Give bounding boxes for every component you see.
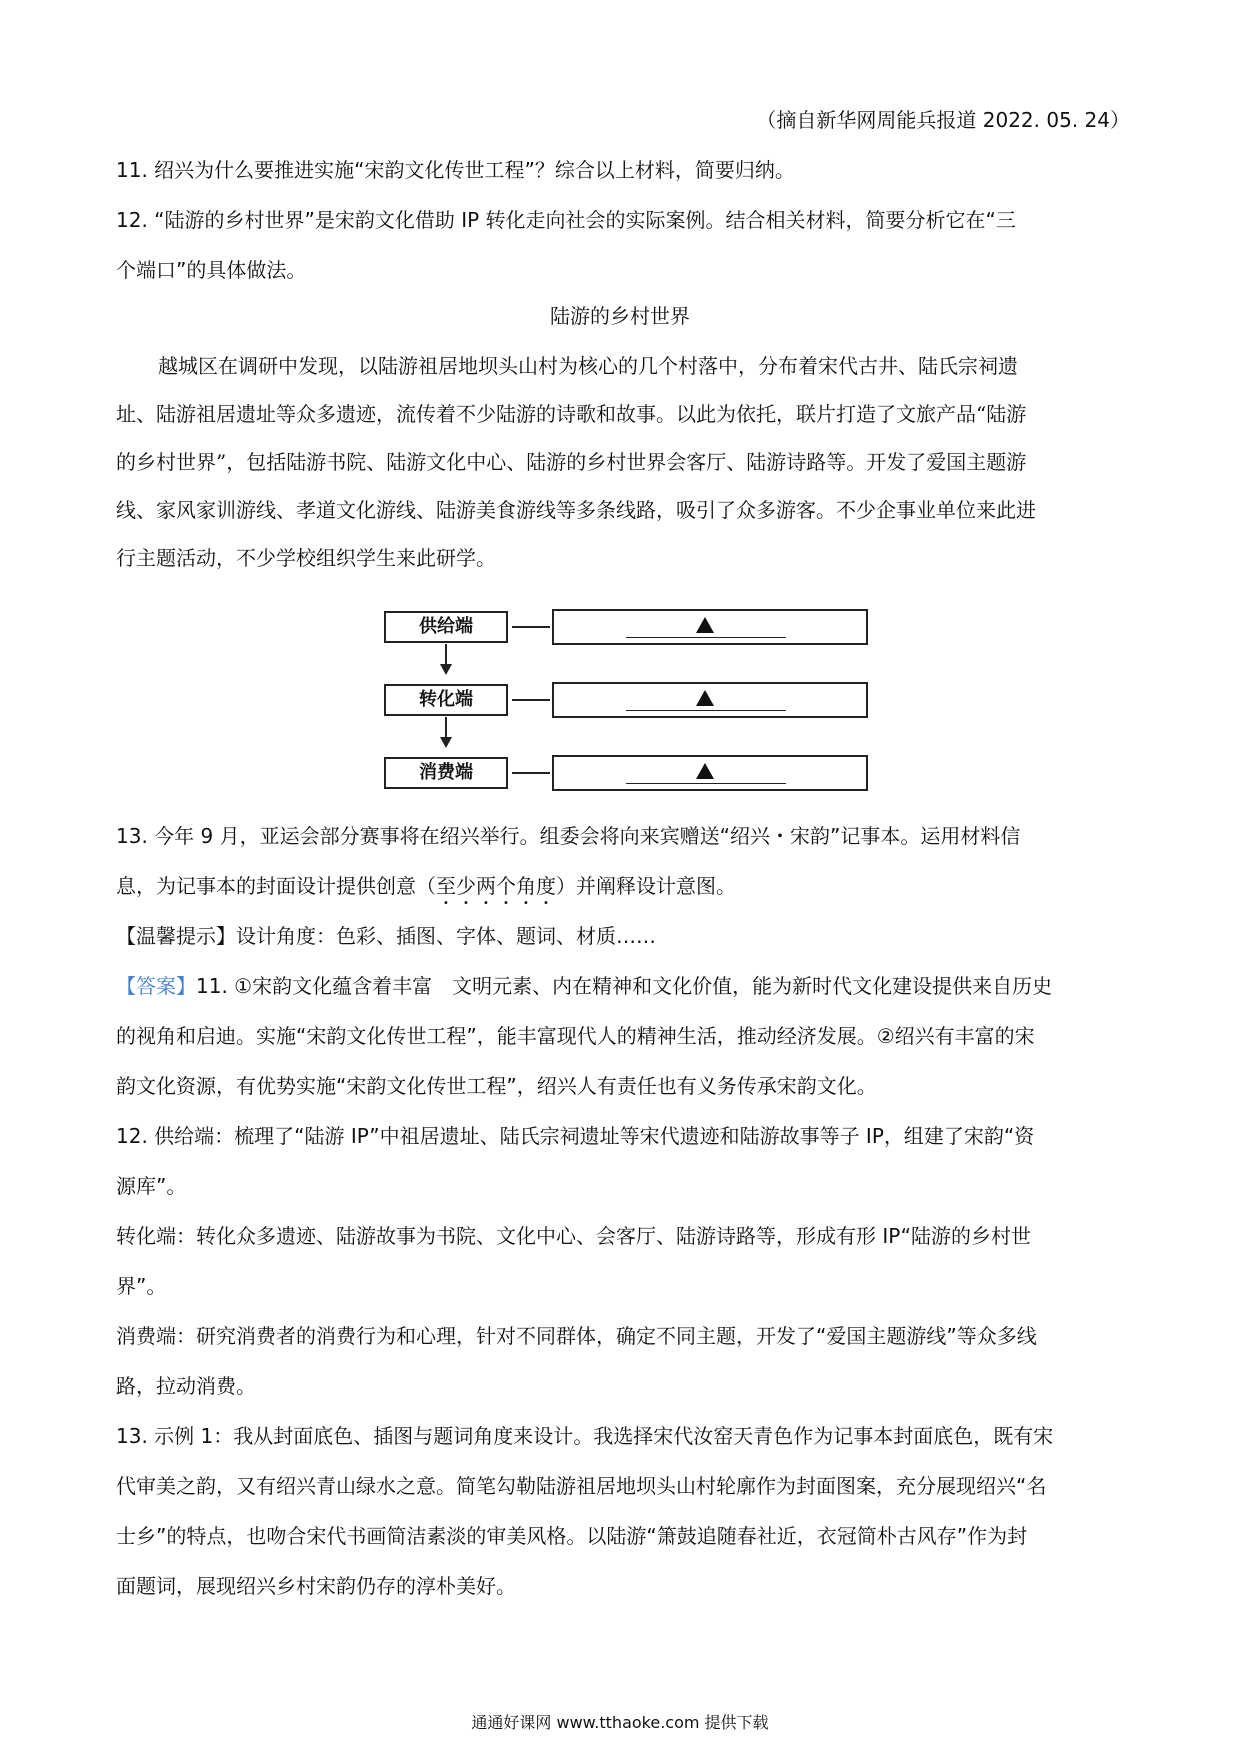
- question-13-line-2: [116, 872, 736, 909]
- answer-12-transform-line: 界”。: [116, 1274, 167, 1298]
- material-line: 址、陆游祖居遗址等众多遗迹，流传着不少陆游的诗歌和故事。以此为依托，联片打造了文旅产品“陆游: [116, 402, 1027, 426]
- answer-label: 【答案】: [116, 974, 196, 998]
- question-11: 11. 绍兴为什么要推进实施“宋韵文化传世工程”？综合以上材料，简要归纳。: [116, 158, 795, 182]
- answer-12-transform-line: 转化端：转化众多遗迹、陆游故事为书院、文化中心、会客厅、陆游诗路等，形成有形 IP“陆游的乡村世: [116, 1224, 1032, 1248]
- answer-blank-box: [552, 609, 868, 645]
- material-line: 的乡村世界”，包括陆游书院、陆游文化中心、陆游的乡村世界会客厅、陆游诗路等。开发了爱国主题游: [116, 450, 1027, 474]
- q13-text: ）并阐释设计意图。: [556, 874, 736, 898]
- connector-line: [512, 699, 550, 701]
- answer-13-line: 士乡”的特点，也吻合宋代书画简洁素淡的审美风格。以陆游“箫鼓追随春社近，衣冠简朴古风存”作为封: [116, 1524, 1028, 1548]
- answer-blank-box: [552, 755, 868, 791]
- question-12-line-1: 12. “陆游的乡村世界”是宋韵文化借助 IP 转化走向社会的实际案例。结合相关材料，简要分析它在“三: [116, 208, 1016, 232]
- answer-text: 11. ①宋韵文化蕴含着丰富 文明元素、内在精神和文化价值，能为新时代文化建设提供来自历史: [196, 974, 1053, 998]
- answer-12-consume-line: 路，拉动消费。: [116, 1374, 256, 1398]
- download-footer: 通通好课网 www.tthaoke.com 提供下载: [471, 1713, 769, 1732]
- answer-11-line: 的视角和启迪。实施“宋韵文化传世工程”，能丰富现代人的精神生活，推动经济发展。②绍兴有丰富的宋: [116, 1024, 1035, 1048]
- underline: [626, 710, 786, 711]
- warm-tip: 【温馨提示】设计角度：色彩、插图、字体、题词、材质……: [116, 924, 656, 948]
- material-line: 行主题活动，不少学校组织学生来此研学。: [116, 546, 496, 570]
- triangle-placeholder-icon: [696, 763, 714, 779]
- triangle-placeholder-icon: [696, 690, 714, 706]
- question-12-line-2: 个端口”的具体做法。: [116, 258, 307, 282]
- underline: [626, 637, 786, 638]
- supply-node: 供给端: [384, 611, 508, 643]
- down-arrow-shaft: [445, 717, 447, 739]
- answer-11-line-1: [116, 972, 1052, 1000]
- answer-12-consume-line: 消费端：研究消费者的消费行为和心理，针对不同群体，确定不同主题，开发了“爱国主题游线”等众多线: [116, 1324, 1037, 1348]
- question-13-line-1: 13. 今年 9 月，亚运会部分赛事将在绍兴举行。组委会将向来宾赠送“绍兴・宋韵”记事本。运用材料信: [116, 824, 1021, 848]
- triangle-placeholder-icon: [696, 617, 714, 633]
- transform-node: 转化端: [384, 684, 508, 716]
- answer-11-line: 韵文化资源，有优势实施“宋韵文化传世工程”，绍兴人有责任也有义务传承宋韵文化。: [116, 1074, 877, 1098]
- q13-text: 息，为记事本的封面设计提供创意（: [116, 874, 436, 898]
- material-title: 陆游的乡村世界: [550, 304, 690, 328]
- connector-line: [512, 626, 550, 628]
- answer-13-line: 代审美之韵，又有绍兴青山绿水之意。简笔勾勒陆游祖居地坝头山村轮廓作为封面图案，充分展现绍兴“名: [116, 1474, 1047, 1498]
- connector-line: [512, 772, 550, 774]
- answer-12-supply-line: 12. 供给端：梳理了“陆游 IP”中祖居遗址、陆氏宗祠遗址等宋代遗迹和陆游故事等子 IP，组建了宋韵“资: [116, 1124, 1035, 1148]
- material-line: 越城区在调研中发现，以陆游祖居地坝头山村为核心的几个村落中，分布着宋代古井、陆氏宗祠遗: [158, 354, 1018, 378]
- answer-blank-box: [552, 682, 868, 718]
- answer-13-line: 面题词，展现绍兴乡村宋韵仍存的淳朴美好。: [116, 1574, 516, 1598]
- underline: [626, 783, 786, 784]
- down-arrow-shaft: [445, 644, 447, 666]
- q13-emphasis: 至少两个角度: [436, 874, 556, 898]
- source-note: （摘自新华网周能兵报道 2022. 05. 24）: [756, 108, 1130, 132]
- consume-node: 消费端: [384, 757, 508, 789]
- answer-12-supply-line: 源库”。: [116, 1174, 187, 1198]
- answer-13-line: 13. 示例 1：我从封面底色、插图与题词角度来设计。我选择宋代汝窑天青色作为记事本封面底色，既有宋: [116, 1424, 1054, 1448]
- material-line: 线、家风家训游线、孝道文化游线、陆游美食游线等多条线路，吸引了众多游客。不少企事业单位来此进: [116, 498, 1036, 522]
- down-arrow-icon: [440, 737, 452, 748]
- down-arrow-icon: [440, 664, 452, 675]
